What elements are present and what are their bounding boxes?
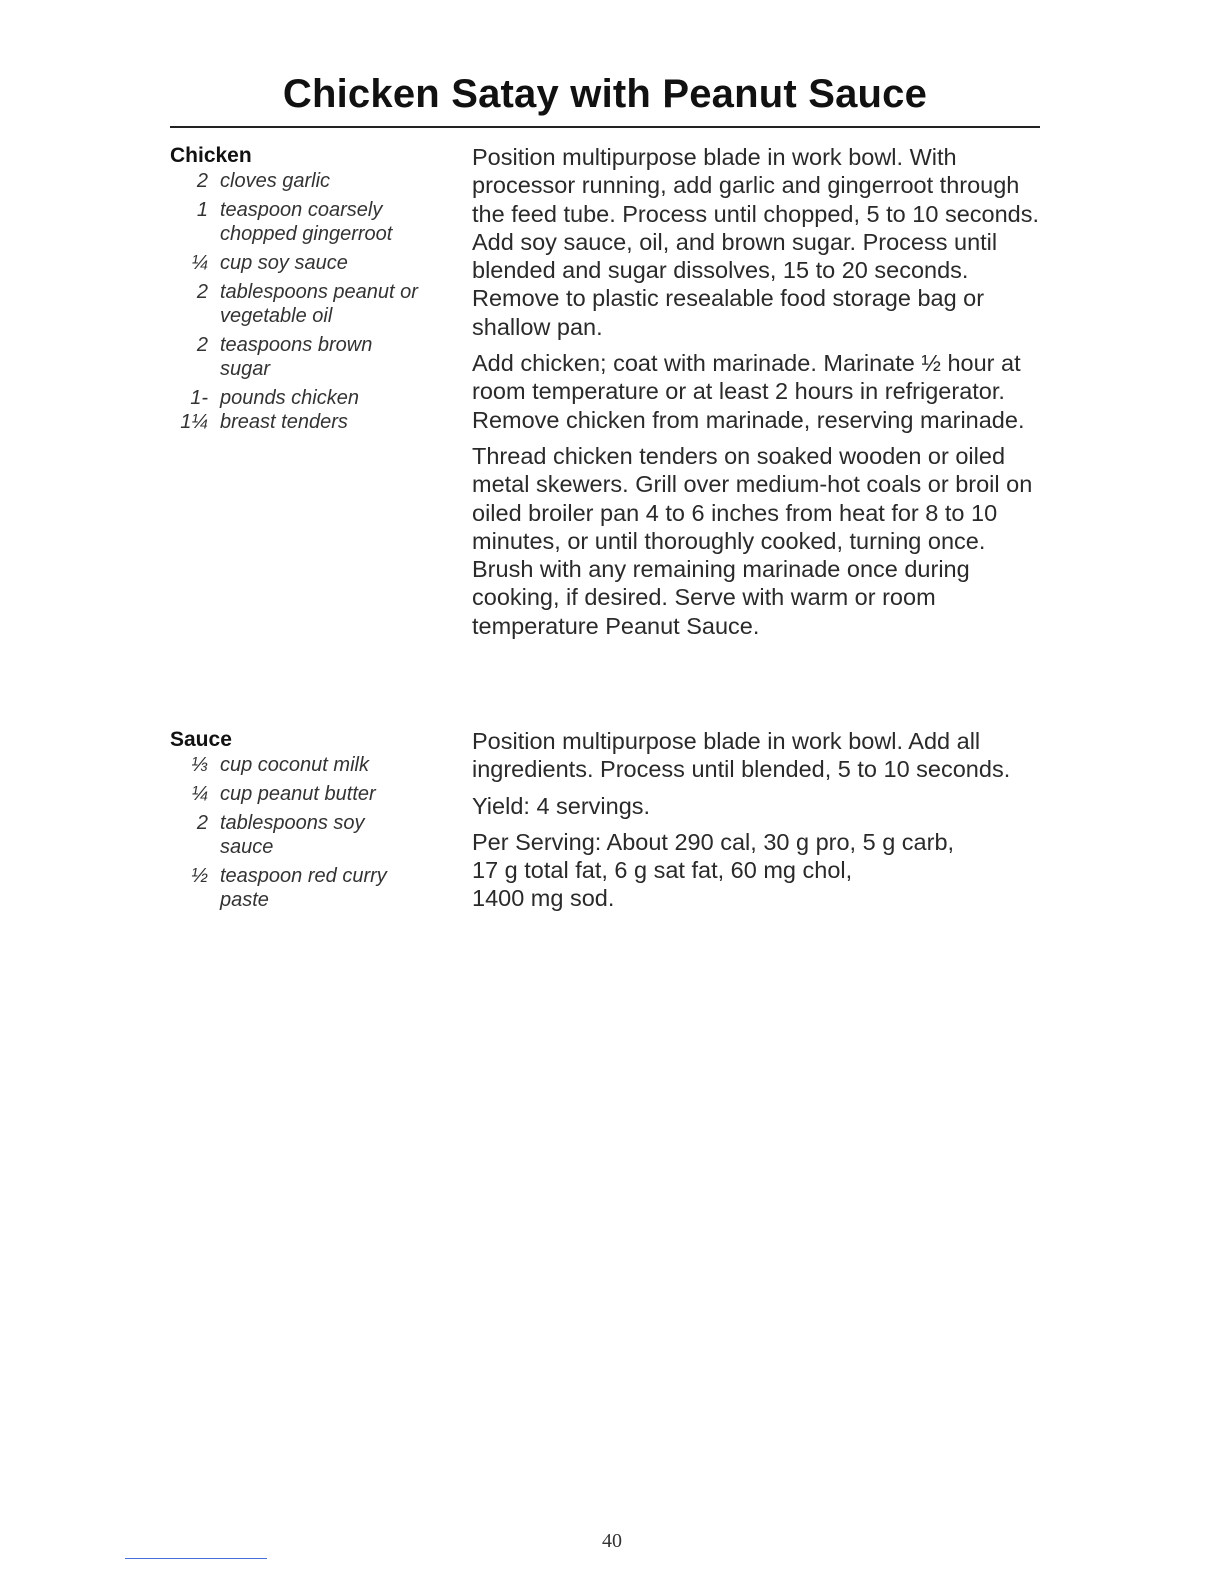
ingredient-item bbox=[170, 198, 460, 246]
ingredient-description: teaspoon coarsely chopped gingerroot bbox=[220, 199, 393, 245]
sauce-ingredient-list bbox=[170, 753, 460, 912]
ingredient-description: tablespoons soy sauce bbox=[220, 812, 365, 858]
nutrition-line: 1400 mg sod. bbox=[472, 885, 615, 912]
ingredient-item bbox=[170, 753, 460, 777]
sauce-directions bbox=[472, 727, 1047, 913]
footer-divider bbox=[125, 1558, 267, 1559]
ingredient-item bbox=[170, 811, 460, 859]
direction-paragraph: Add chicken; coat with marinade. Marinate ½ hour at room temperature or at least 2 hours in refrigerator. Remove chicken from marinade, reserving marinade. bbox=[472, 350, 1025, 433]
ingredient-description: cloves garlic bbox=[220, 170, 331, 192]
ingredient-item bbox=[170, 169, 460, 193]
title-divider bbox=[170, 126, 1040, 128]
direction-paragraph: Thread chicken tenders on soaked wooden or oiled metal skewers. Grill over medium-hot coals or broil on oiled broiler pan 4 to 6 inches from heat for 8 to 10 minutes, or until thoroughly cooked, turning once. Brush with any remaining marinade once during cooking, if desired. Serve with warm or room temperature Peanut Sauce. bbox=[472, 442, 1033, 639]
ingredient-quantity: 1 bbox=[196, 199, 208, 221]
ingredient-quantity: 2 bbox=[196, 334, 208, 356]
ingredient-item bbox=[170, 864, 460, 912]
chicken-ingredient-list bbox=[170, 169, 460, 434]
ingredient-description: cup soy sauce bbox=[220, 252, 348, 274]
ingredient-description: cup coconut milk bbox=[220, 754, 369, 776]
ingredient-description: cup peanut butter bbox=[220, 783, 376, 805]
ingredient-quantity: 1-1¼ bbox=[180, 387, 208, 433]
ingredient-item bbox=[170, 386, 460, 434]
sauce-heading: Sauce bbox=[170, 728, 232, 751]
ingredient-description: teaspoon red curry paste bbox=[220, 865, 387, 911]
nutrition-line: Per Serving: About 290 cal, 30 g pro, 5 g carb, bbox=[472, 828, 955, 855]
chicken-heading: Chicken bbox=[170, 144, 252, 167]
ingredient-description: teaspoons brown sugar bbox=[220, 334, 373, 380]
page-number: 40 bbox=[602, 1530, 622, 1552]
direction-paragraph: Position multipurpose blade in work bowl. With processor running, add garlic and gingerroot through the feed tube. Process until chopped, 5 to 10 seconds. Add soy sauce, oil, and brown sugar. Process until blended and sugar dissolves, 15 to 20 seconds. Remove to plastic resealable food storage bag or shallow pan. bbox=[472, 144, 1039, 340]
ingredient-item bbox=[170, 782, 460, 806]
ingredient-quantity: 2 bbox=[196, 812, 208, 834]
ingredient-description: pounds chicken breast tenders bbox=[220, 387, 359, 433]
nutrition-line: 17 g total fat, 6 g sat fat, 60 mg chol, bbox=[472, 857, 853, 884]
direction-paragraph: Position multipurpose blade in work bowl. Add all ingredients. Process until blended, 5 to 10 seconds. bbox=[472, 728, 1011, 783]
ingredient-quantity: ½ bbox=[191, 865, 208, 887]
nutrition-info bbox=[472, 828, 1047, 913]
ingredient-item bbox=[170, 333, 460, 381]
sauce-ingredients bbox=[170, 727, 460, 917]
ingredient-quantity: ¼ bbox=[191, 252, 208, 274]
ingredient-quantity: 2 bbox=[196, 281, 208, 303]
yield-text: Yield: 4 servings. bbox=[472, 792, 651, 819]
ingredient-quantity: ¼ bbox=[191, 783, 208, 805]
chicken-ingredients bbox=[170, 143, 460, 439]
ingredient-quantity: ⅓ bbox=[191, 754, 208, 776]
ingredient-quantity: 2 bbox=[196, 170, 208, 192]
recipe-title: Chicken Satay with Peanut Sauce bbox=[282, 72, 928, 116]
ingredient-description: tablespoons peanut or vegetable oil bbox=[220, 281, 418, 327]
chicken-directions bbox=[472, 143, 1047, 648]
ingredient-item bbox=[170, 280, 460, 328]
ingredient-item bbox=[170, 251, 460, 275]
